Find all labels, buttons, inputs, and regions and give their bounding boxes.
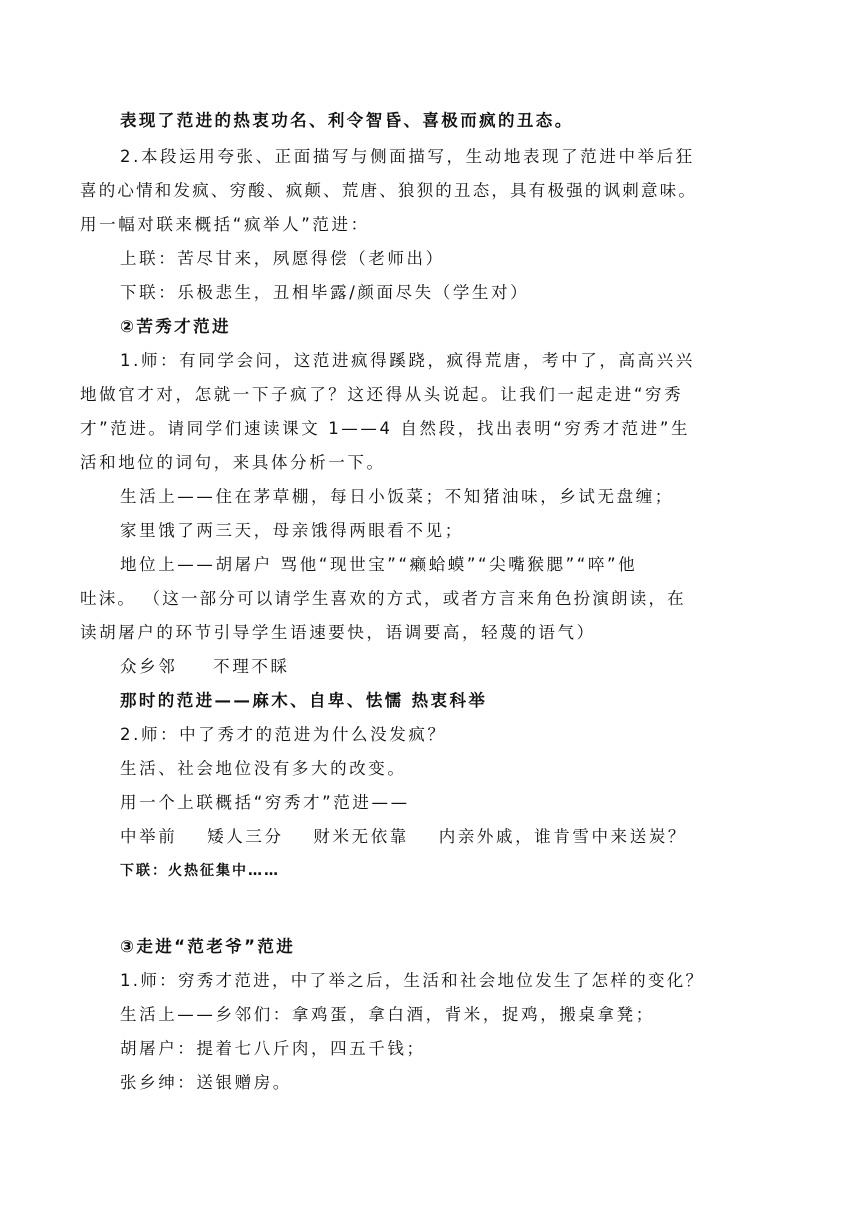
text-line: 地做官才对，怎就一下子疯了？这还得从头说起。让我们一起走进“穷秀	[80, 385, 684, 404]
text-line: 生活、社会地位没有多大的改变。	[120, 759, 407, 778]
text-line: 才”范进。请同学们速读课文 1——4 自然段，找出表明“穷秀才范进”生	[80, 419, 691, 438]
text-line: 1.师：穷秀才范进，中了举之后，生活和社会地位发生了怎样的变化？	[120, 971, 705, 990]
text-line: 用一幅对联来概括“疯举人”范进：	[80, 215, 370, 234]
text-line: 上联：苦尽甘来，夙愿得偿（老师出）	[120, 249, 445, 268]
text-line: 表现了范进的热衷功名、利令智昏、喜极而疯的丑态。	[120, 111, 574, 130]
text-line: 张乡绅：送银赠房。	[120, 1073, 292, 1092]
text-line: 2.师：中了秀才的范进为什么没发疯？	[120, 725, 447, 744]
text-line: 家里饿了两三天，母亲饿得两眼看不见；	[120, 521, 464, 540]
text-line: 2.本段运用夸张、正面描写与侧面描写，生动地表现了范进中举后狂	[120, 147, 695, 166]
text-line: 众乡邻 不理不睬	[120, 657, 290, 676]
text-line: 用一个上联概括“穷秀才”范进——	[120, 793, 410, 812]
section-heading: ③走进“范老爷”范进	[120, 937, 296, 956]
section-heading: ②苦秀才范进	[120, 317, 231, 336]
text-line: 喜的心情和发疯、穷酸、疯颠、荒唐、狼狈的丑态，具有极强的讽刺意味。	[80, 181, 698, 200]
text-line: 下联：乐极悲生，丑相毕露/颜面尽失（学生对）	[120, 283, 530, 302]
text-line: 下联：火热征集中……	[120, 863, 280, 879]
text-line: 生活上——乡邻们：拿鸡蛋，拿白酒，背米，捉鸡，搬桌拿凳；	[120, 1005, 655, 1024]
section-summary: 那时的范进——麻木、自卑、怯懦 热衷科举	[120, 691, 488, 710]
text-line: 地位上——胡屠户 骂他“现世宝”“癞蛤蟆”“尖嘴猴腮”“啐”他	[120, 555, 638, 574]
text-line: 胡屠户：提着七八斤肉，四五千钱；	[120, 1039, 426, 1058]
text-line: 吐沫。 （这一部分可以请学生喜欢的方式，或者方言来角色扮演朗读，在	[80, 589, 686, 608]
text-line: 1.师：有同学会问，这范进疯得蹊跷，疯得荒唐，考中了，高高兴兴	[120, 351, 695, 370]
text-line: 读胡屠户的环节引导学生语速要快，语调要高，轻蔑的语气）	[80, 623, 596, 642]
text-line: 活和地位的词句，来具体分析一下。	[80, 453, 386, 472]
text-line: 生活上——住在茅草棚，每日小饭菜；不知猪油味，乡试无盘缠；	[120, 487, 674, 506]
text-line: 中举前 矮人三分 财米无依靠 内亲外戚，谁肯雪中来送炭？	[120, 827, 688, 846]
